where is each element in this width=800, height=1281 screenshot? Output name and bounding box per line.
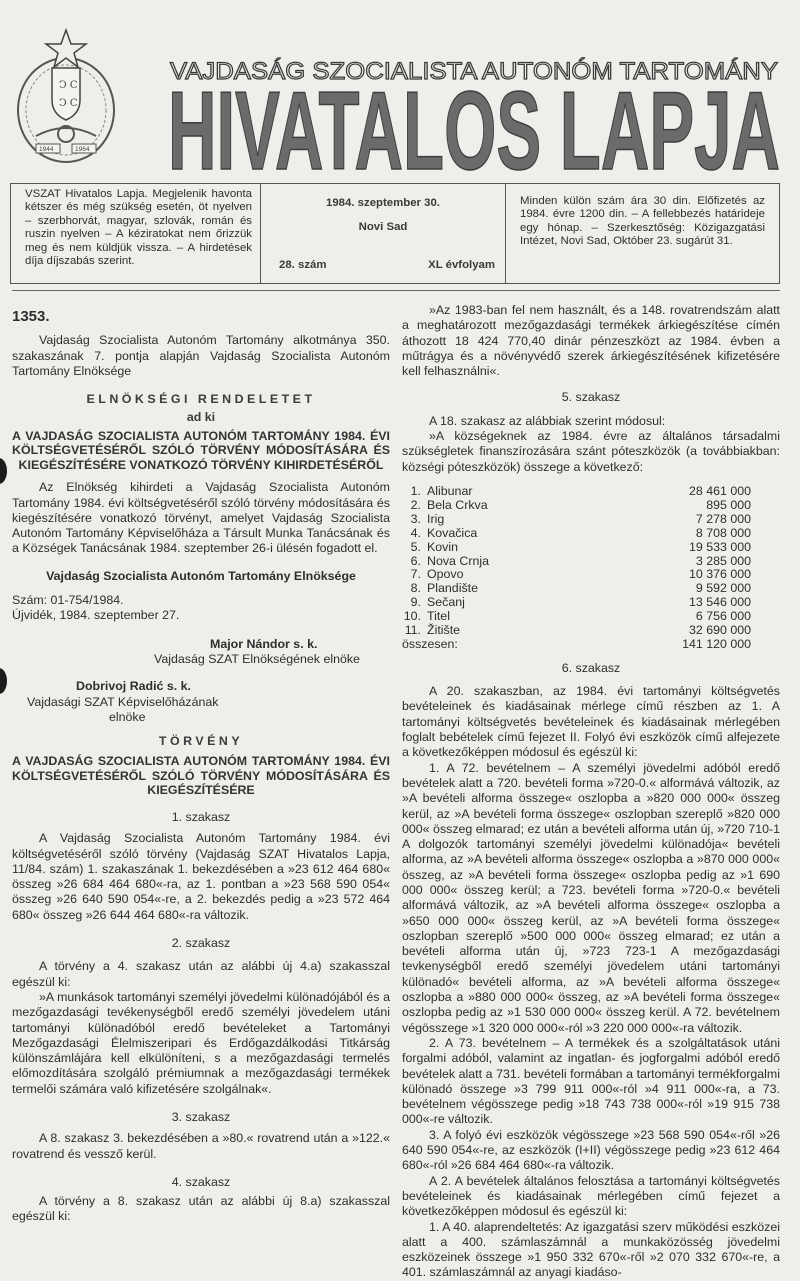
section-text: 1. A 40. alaprendeltetés: Az igazgatási szerv működési eszközei alatt a 400. számlaszámnál a munkaközösség jövedelmi eszközeinek összege »1 950 332 670«-ről »2 070 332 670«-re, a 401. számlaszámnál az anyagi kiadáso-: [402, 1219, 780, 1280]
signature-2-title: Vajdasági SZAT Képviselőházának: [27, 694, 219, 709]
masthead-subtitle: VAJDASÁG SZOCIALISTA AUTONÓM TARTOMÁNY: [170, 58, 778, 85]
coat-of-arms-emblem: [14, 28, 118, 168]
issue-volume: XL évfolyam: [428, 259, 495, 271]
publication-notice: VSZAT Hivatalos Lapja. Megjelenik havonta kétszer és még szükség esetén, öt nyelven – szerbhorvát, magyar, szlovák, román és ruszin nyelven – A kéziratokat nem őrizzük meg és nem küldjük vissza. – A hirdetések díja díjszabás szerint.: [11, 184, 261, 283]
svg-text:Ͻ C: Ͻ C: [59, 98, 78, 109]
section-text: »A munkások tartományi személyi jövedelmi különadójából és a mezőgazdasági tevékenységből eredő személyi jövedelem utáni tartományi különadóból eredő bevételeket a Tartományi Mezőgazdasági Élelmiszeripari és Erdőgazdálkodási Titkárság különszámlájára kell elkülöníteni, s a mezőgazdasági termelés előmozdítására szolgáló prémiumnak a mezőgazdasági termékek termelői számára való kifizetésére szolgálnak«.: [12, 989, 390, 1096]
section-heading: 5. szakasz: [561, 390, 621, 405]
municipality-row: 6. Nova Crnja 3 285 000: [410, 553, 751, 568]
reference-number: Szám: 01-754/1984.: [12, 593, 124, 608]
place-date: Újvidék, 1984. szeptember 27.: [12, 608, 180, 623]
municipality-row: 10. Titel 6 756 000: [403, 609, 751, 624]
issuer: Vajdaság Szocialista Autonóm Tartomány Elnöksége: [46, 568, 356, 583]
law-heading: TÖRVÉNY: [158, 734, 244, 749]
section-text: 1. A 72. bevételnem – A személyi jövedelmi adóból eredő bevételek alatt a 720. bevételi forma »720-0.« alformává változik, az »A bevételi alforma összege« oszlopba a »820 000 000« összeg kerül, az »A bevételi forma összege« oszlopban szereplő »820 000 000« összeg elmarad; ez után a bevételi alforma után új, »720 710-1 A dolgozók tartományi személyi jövedelmi különadója« bevételi alforma, az »A bevételi alforma összege« oszlopba a »870 000 000« összeg, az »A bevételi forma összege« oszlopba pedig az »1 690 000 000« összeg kerül; a 723. bevételi forma »720-0.« bevételi alformává változik, az »A bevételi alforma összege« oszlopba a »650 000 000« összeg kerül, az »A bevételi forma összege« oszlopban szereplő »500 000 000« összeg elmarad; ez után a bevételi alforma után új, »723 723-1 A mezőgazdasági tevkenységből eredő személyi jövedelem utáni tartományi különadó« bevételi alforma, az »A bevételi alforma összege« oszlopba a »880 000 000« összeg, az »A bevételi forma összege« oszlopba pedig az »1 530 000 000« összeg kerül. A 72. bevételnem végösszege »1 320 000 000«-ról »3 220 000 000«-ra változik.: [402, 760, 780, 1035]
issue-number: 28. szám: [279, 259, 327, 271]
municipality-row: 7. Opovo 10 376 000: [410, 567, 751, 582]
section-text: A 8. szakasz 3. bekezdésében a »80.« rovatrend után a »122.« rovatrend és vessző kerül.: [12, 1131, 390, 1161]
signature-2-name: Dobrivoj Radić s. k.: [76, 679, 191, 694]
section-text: A törvény a 4. szakasz után az alábbi új 4.a) szakasszal egészül ki:: [12, 959, 390, 989]
section-text: 2. A 73. bevételnem – A termékek és a szolgáltatások utáni forgalmi adóból, valamint az ingatlan- és jogforgalmi adóból eredő bevételek alatt a 731. bevételi formában a tartományi termékforgalmi különadó összege »3 799 911 000«-ról »4 911 000«-ra, a 73. bevételnem végösszege pedig »18 743 738 000«-ról »19 915 738 000«-re változik.: [402, 1035, 780, 1127]
subscription-info: Minden külön szám ára 30 din. Előfizetés az 1984. évre 1200 din. – A fellebbezés határideje egy hónap. – Szerkesztőség: Közigazgatási Intézet, Novi Sad, Október 23. sugárút 31.: [520, 195, 765, 248]
divider: [12, 290, 780, 291]
masthead-title: HIVATALOS LAPJA: [168, 69, 780, 172]
section-heading: 2. szakasz: [171, 936, 231, 951]
section-heading: 1. szakasz: [171, 809, 231, 824]
section-text: A 2. A bevételek általános felosztása a tartományi költségvetés bevételeinek és kiadásainak mérlegében című fejezet a következőképpen módosul és egészül ki:: [402, 1173, 780, 1219]
section-text: A Vajdaság Szocialista Autonóm Tartomány 1984. évi költségvetéséről szóló törvény (Vajdaság SZAT Hivatalos Lapja, 11/84. szám) 1. szakaszának 1. bekezdésében a »23 612 464 680« összeg »26 684 464 680«-ra, az 1. pontban a »23 568 590 054« összeg »26 640 590 054«-re, a 2. bekezdés pedig a »23 572 464 680« összeg »26 644 464 680«-ra változik.: [12, 831, 390, 922]
municipality-row: 11. Žitište 32 690 000: [404, 623, 751, 638]
municipality-total-row: összesen: 141 120 000: [402, 636, 751, 651]
law-title: A VAJDASÁG SZOCIALISTA AUTONÓM TARTOMÁNY 1984. ÉVI KÖLTSÉGVETÉSÉRŐL SZÓLÓ TÖRVÉNY MÓDOSÍTÁSÁRA ÉS KIEGÉSZÍTÉSÉRE: [12, 754, 390, 798]
section-text: A törvény a 8. szakasz után az alábbi új 8.a) szakasszal egészül ki:: [12, 1194, 390, 1224]
carryover-text: »Az 1983-ban fel nem használt, és a 148. rovatrendszám alatt a meghatározott mezőgazdasági termékek árkiegészítése címén áthozott 18 424 770,40 dinár pénzeszközt az 1984. évben a műtrágya és a növényvédő szerek árkiegészítésének kifizetésére kell felhasználni«.: [402, 303, 780, 379]
decree-ad-ki: ad ki: [186, 410, 216, 425]
preamble: Vajdaság Szocialista Autonóm Tartomány alkotmánya 350. szakaszának 7. pontja alapján Vajdaság Szocialista Autonóm Tartomány Elnöksége: [12, 333, 390, 378]
municipality-row: 8. Plandište 9 592 000: [410, 581, 751, 596]
decree-title: A VAJDASÁG SZOCIALISTA AUTONÓM TARTOMÁNY 1984. ÉVI KÖLTSÉGVETÉSÉRŐL SZÓLÓ TÖRVÉNY MÓDOSÍTÁSÁRA ÉS KIEGÉSZÍTÉSÉRE VONATKOZÓ TÖRVÉNY KIHIRDETÉSÉRŐL: [12, 428, 390, 472]
decree-heading: ELNÖKSÉGI RENDELETET: [86, 392, 316, 407]
section-text: »A községeknek az 1984. évre az általános társadalmi szükségletek finanszírozására szánt póteszközök (a továbbiakban: községi póteszközök) összege a következő:: [402, 429, 780, 474]
svg-text:1964: 1964: [75, 146, 90, 153]
punch-hole: [0, 668, 7, 694]
municipality-row: 4. Kovačica 8 708 000: [410, 525, 751, 540]
section-heading: 3. szakasz: [171, 1109, 231, 1124]
right-column: [402, 303, 780, 1281]
municipality-row: 5. Kovin 19 533 000: [410, 539, 751, 554]
issue-place: Novi Sad: [358, 221, 408, 233]
municipality-row: 9. Sečanj 13 546 000: [410, 595, 751, 610]
svg-text:1944: 1944: [39, 146, 54, 153]
signature-1-name: Major Nándor s. k.: [210, 636, 318, 651]
municipality-row: 1. Alibunar 28 461 000: [410, 483, 751, 498]
section-text: A 20. szakaszban, az 1984. évi tartományi költségvetés bevételeinek és kiadásainak mérlege című részben az 1. A tartományi költségvetés bevételeinek és kiadásainak mérlegében foglalt bebételek című fejezet II. Folyó évi eszközök című alfejezete a következőképpen módosul és egészül ki:: [402, 684, 780, 760]
section-text: 3. A folyó évi eszközök végösszege »23 568 590 054«-ről »26 640 590 054«-re, az eszközök (I+II) végösszege pedig »23 612 464 680«-ról »26 684 464 680«-ra változik.: [402, 1127, 780, 1173]
punch-hole: [0, 458, 7, 484]
signature-2-title: elnöke: [109, 709, 146, 724]
section-text: A 18. szakasz az alábbiak szerint módosul:: [429, 413, 666, 428]
municipality-row: 2. Bela Crkva 895 000: [410, 497, 751, 512]
masthead: [168, 52, 782, 172]
svg-text:Ͻ C: Ͻ C: [59, 80, 78, 91]
section-heading: 6. szakasz: [561, 660, 621, 675]
left-column: [12, 309, 390, 1225]
signature-1-title: Vajdaság SZAT Elnökségének elnöke: [154, 651, 360, 666]
publication-info-box: [10, 183, 780, 284]
municipality-row: 3. Irig 7 278 000: [410, 511, 751, 526]
issue-details: [261, 184, 506, 283]
issue-date: 1984. szeptember 30.: [326, 197, 440, 209]
promulgation-text: Az Elnökség kihirdeti a Vajdaság Szocialista Autonóm Tartomány 1984. évi költségvetéséről szóló törvény módosítására és kiegészítésére vonatkozó törvényt, amelyet Vajdaság Szocialista Autonóm Tartomány Képviselőháza a Társult Munka Tanácsának és a Községek Tanácsának 1984. szeptember 26-i ülésén fogadott el.: [12, 480, 390, 556]
section-heading: 4. szakasz: [171, 1174, 231, 1189]
decree-number: 1353.: [12, 308, 50, 325]
municipality-list: [402, 485, 780, 652]
